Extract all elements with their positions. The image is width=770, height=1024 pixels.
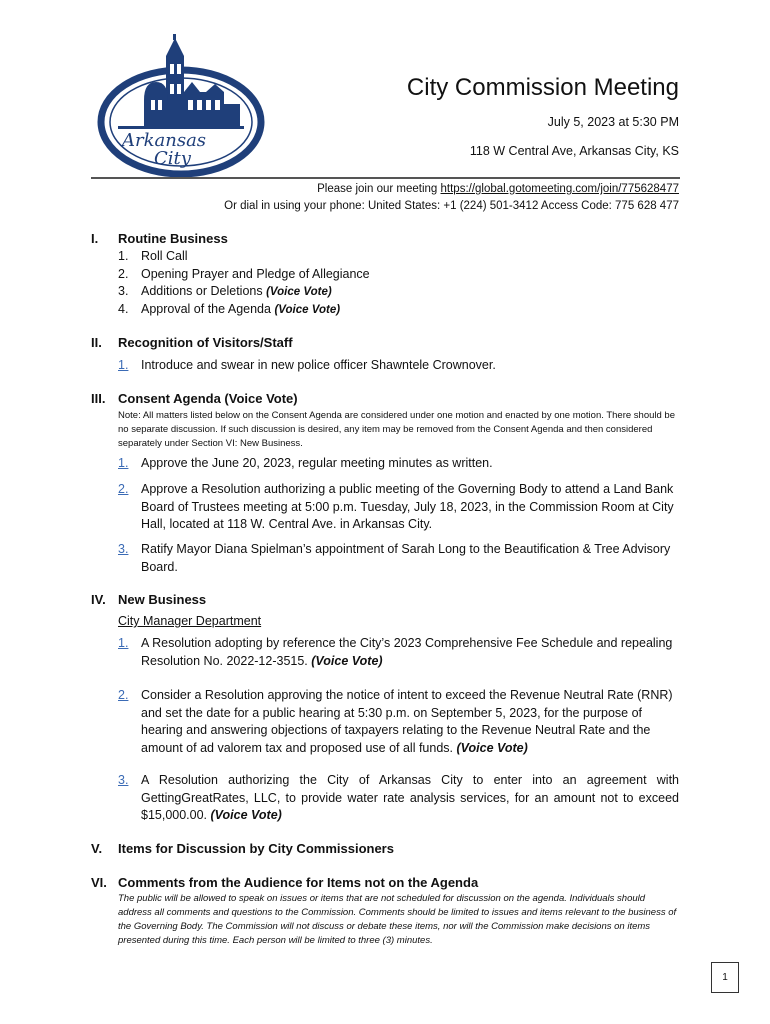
consent-agenda-note: Note: All matters listed below on the Consent Agenda are considered under one motion and enacted by one motion. There should be no separate discussion. If such discussion is desired, any item may be removed from the Consent Agenda and then considered separately under Section VI: New Business.: [118, 410, 675, 449]
item-link[interactable]: 3.: [118, 773, 129, 787]
header-divider: [91, 177, 680, 179]
document-title: City Commission Meeting: [406, 74, 679, 101]
meeting-date: July 5, 2023 at 5:30 PM: [547, 115, 679, 129]
section-title: New Business: [118, 592, 207, 607]
arkansas-city-logo: [96, 34, 266, 182]
audience-comments-note: The public will be allowed to speak on issues or items that are not scheduled for discussion on the agenda. Individuals should address all comments and questions to the Commission. Comments should be limited to issues and items relevant to the business of the Governing Body. The Commission will not discuss or debate these items, nor will the Commission make decisions on items presented during this time. Each person will be limited to three (3) minutes.: [118, 893, 677, 946]
voice-vote-tag: (Voice Vote): [266, 286, 332, 298]
item-link[interactable]: 1.: [118, 456, 129, 470]
voice-vote-tag: (Voice Vote): [274, 304, 341, 316]
dial-in-info: Or dial in using your phone: United States: +1 (224) 501-3412 Access Code: 775 628 477: [224, 200, 679, 212]
item-link[interactable]: 1.: [118, 358, 129, 372]
section-number: II.: [91, 335, 102, 350]
section-number: VI.: [91, 875, 107, 890]
section-title: Routine Business: [118, 231, 228, 246]
page-number: 1: [711, 962, 739, 993]
item-link[interactable]: 3.: [118, 542, 129, 556]
meeting-address: 118 W Central Ave, Arkansas City, KS: [469, 144, 679, 158]
item-link[interactable]: 2.: [118, 482, 129, 496]
join-link[interactable]: https://global.gotomeeting.com/join/775628477: [440, 183, 679, 195]
section-number: IV.: [91, 592, 106, 607]
voice-vote-tag: (Voice Vote): [210, 808, 282, 822]
join-prefix: Please join our meeting: [317, 183, 441, 195]
section-number: III.: [91, 391, 106, 406]
section-title: Items for Discussion by City Commissioners: [118, 841, 394, 856]
item-link[interactable]: 2.: [118, 688, 129, 702]
voice-vote-tag: (Voice Vote): [456, 740, 528, 755]
section-title: Consent Agenda (Voice Vote): [118, 391, 298, 406]
section-title: Comments from the Audience for Items not on the Agenda: [118, 875, 479, 890]
logo-text-city: City: [154, 148, 191, 169]
logo-text-arkansas: Arkansas: [122, 130, 207, 151]
section-number: V.: [91, 841, 103, 856]
join-line: [317, 183, 679, 195]
section-title: Recognition of Visitors/Staff: [118, 335, 293, 350]
item-link[interactable]: 1.: [118, 636, 129, 650]
section-number: I.: [91, 231, 99, 246]
department-heading: City Manager Department: [118, 614, 262, 628]
voice-vote-tag: (Voice Vote): [311, 653, 383, 668]
